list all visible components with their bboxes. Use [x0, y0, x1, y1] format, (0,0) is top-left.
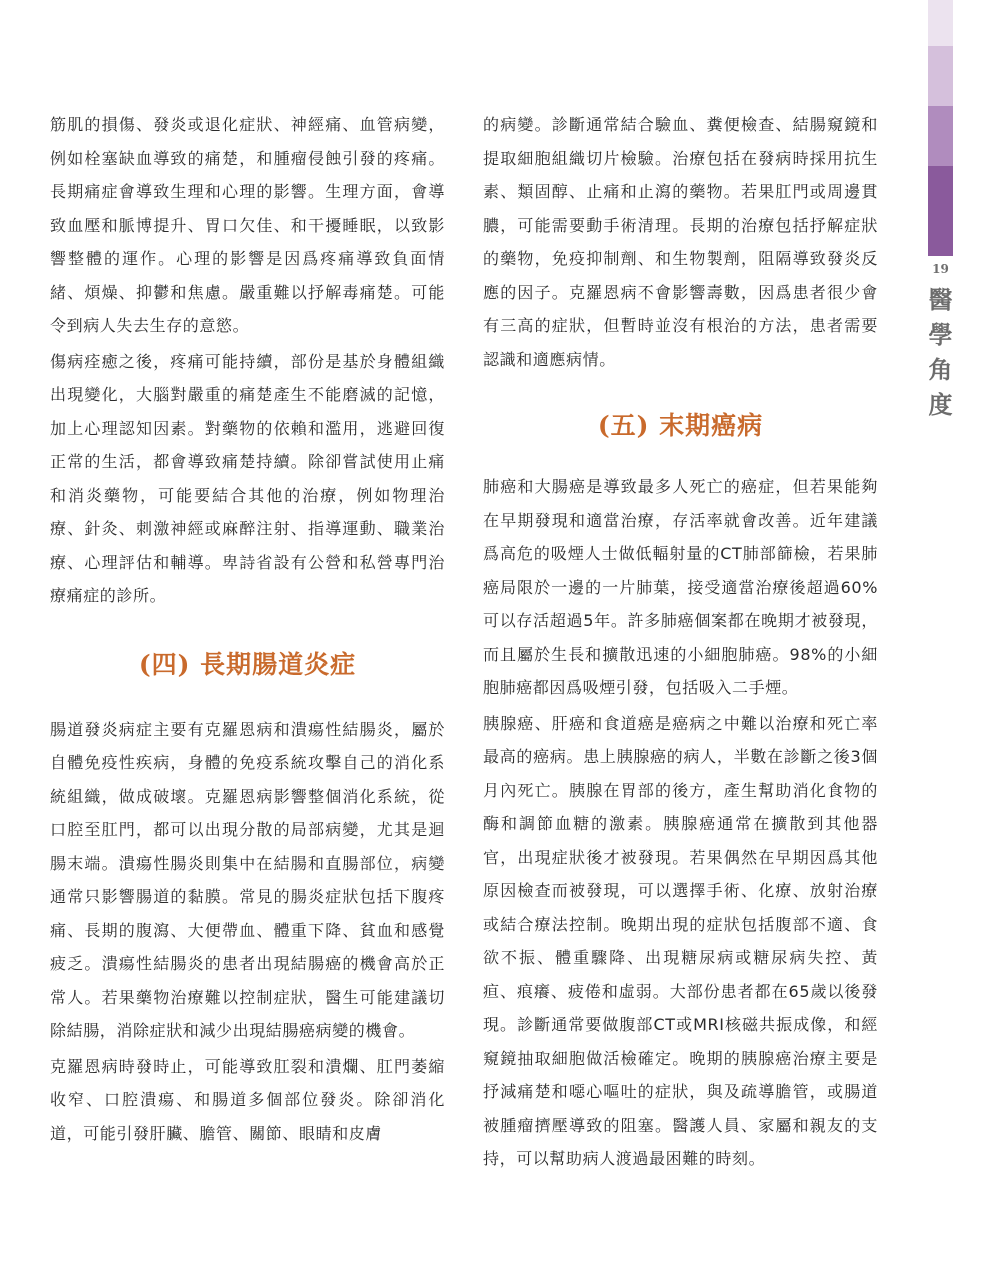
body-paragraph: 的病變。診斷通常結合驗血、糞便檢查、結腸窺鏡和提取細胞組織切片檢驗。治療包括在發病時採用抗生素、類固醇、止痛和止瀉的藥物。若果肛門或周邊貫膿，可能需要動手術清理。長期的治療包括抒解症狀的藥物，免疫抑制劑、和生物製劑，阻隔導致發炎反應的因子。克羅恩病不會影響壽數，因爲患者很少會有三高的症狀，但暫時並沒有根治的方法，患者需要認識和適應病情。: [483, 115, 878, 369]
section-heading: (五) 末期癌病: [597, 411, 764, 440]
section-title-char: 醫: [928, 285, 953, 314]
tab-color-band: [928, 0, 953, 46]
section-tab-strip: [928, 0, 953, 1275]
section-title-char: 學: [928, 320, 953, 349]
left-column: [50, 108, 445, 1152]
section-title-char: 角: [928, 355, 953, 384]
page-number: 19: [932, 262, 949, 276]
section-title-char: 度: [928, 390, 953, 419]
tab-color-band: [928, 106, 953, 166]
body-paragraph: 筋肌的損傷、發炎或退化症狀、神經痛、血管病變，例如栓塞缺血導致的痛楚，和腫瘤侵蝕引發的疼痛。長期痛症會導致生理和心理的影響。生理方面，會導致血壓和脈博提升、胃口欠佳、和干擾睡眠，以致影響整體的運作。心理的影響是因爲疼痛導致負面情緒、煩燥、抑鬱和焦慮。嚴重難以抒解毒痛楚。可能令到病人失去生存的意慾。: [50, 115, 445, 335]
body-paragraph: 胰腺癌、肝癌和食道癌是癌病之中難以治療和死亡率最高的癌病。患上胰腺癌的病人，半數在診斷之後3個月內死亡。胰腺在胃部的後方，產生幫助消化食物的酶和調節血糖的激素。胰腺癌通常在擴散到其他器官，出現症狀後才被發現。若果偶然在早期因爲其他原因檢查而被發現，可以選擇手術、化療、放射治療或結合療法控制。晚期出現的症狀包括腹部不適、食欲不振、體重驟降、出現糖尿病或糖尿病失控、黃疸、痕癢、疲倦和虛弱。大部份患者都在65歲以後發現。診斷通常要做腹部CT或MRI核磁共振成像，和經窺鏡抽取細胞做活檢確定。晚期的胰腺癌治療主要是抒減痛楚和噁心嘔吐的症狀，與及疏導膽管，或腸道被腫瘤擠壓導致的阻塞。醫護人員、家屬和親友的支持，可以幫助病人渡過最困難的時刻。: [483, 713, 878, 1168]
body-paragraph: 腸道發炎病症主要有克羅恩病和潰瘍性結腸炎，屬於自體免疫性疾病，身體的免疫系統攻擊自己的消化系統組織，做成破壞。克羅恩病影響整個消化系統，從口腔至肛門，都可以出現分散的局部病變，尤其是迴腸末端。潰瘍性腸炎則集中在結腸和直腸部位，病變通常只影響腸道的黏膜。常見的腸炎症狀包括下腹疼痛、長期的腹瀉、大便帶血、體重下降、貧血和感覺疲乏。潰瘍性結腸炎的患者出現結腸癌的機會高於正常人。若果藥物治療難以控制症狀，醫生可能建議切除結腸，消除症狀和減少出現結腸癌病變的機會。: [50, 719, 445, 1040]
right-column: [483, 108, 878, 1178]
body-paragraph: 克羅恩病時發時止，可能導致肛裂和潰爛、肛門萎縮收窄、口腔潰瘍、和腸道多個部位發炎。除卻消化道，可能引發肝臟、膽管、關節、眼睛和皮膚: [50, 1056, 445, 1143]
section-title-vertical: [928, 282, 953, 422]
body-paragraph: 傷病痊癒之後，疼痛可能持續，部份是基於身體組織出現變化，大腦對嚴重的痛楚產生不能磨滅的記憶，加上心理認知因素。對藥物的依賴和濫用，逃避回復正常的生活，都會導致痛楚持續。除卻嘗試使用止痛和消炎藥物，可能要結合其他的治療，例如物理治療、針灸、刺激神經或麻醉注射、指導運動、職業治療、心理評估和輔導。卑詩省設有公營和私營專門治療痛症的診所。: [50, 351, 445, 605]
tab-color-band: [928, 46, 953, 106]
body-paragraph: 肺癌和大腸癌是導致最多人死亡的癌症，但若果能夠在早期發現和適當治療，存活率就會改善。近年建議爲高危的吸煙人士做低輻射量的CT肺部篩檢，若果肺癌局限於一邊的一片肺葉，接受適當治療後超過60%可以存活超過5年。許多肺癌個案都在晚期才被發現，而且屬於生長和擴散迅速的小細胞肺癌。98%的小細胞肺癌都因爲吸煙引發，包括吸入二手煙。: [483, 477, 878, 697]
tab-color-band-active: [928, 166, 953, 256]
section-heading: (四) 長期腸道炎症: [138, 649, 357, 679]
